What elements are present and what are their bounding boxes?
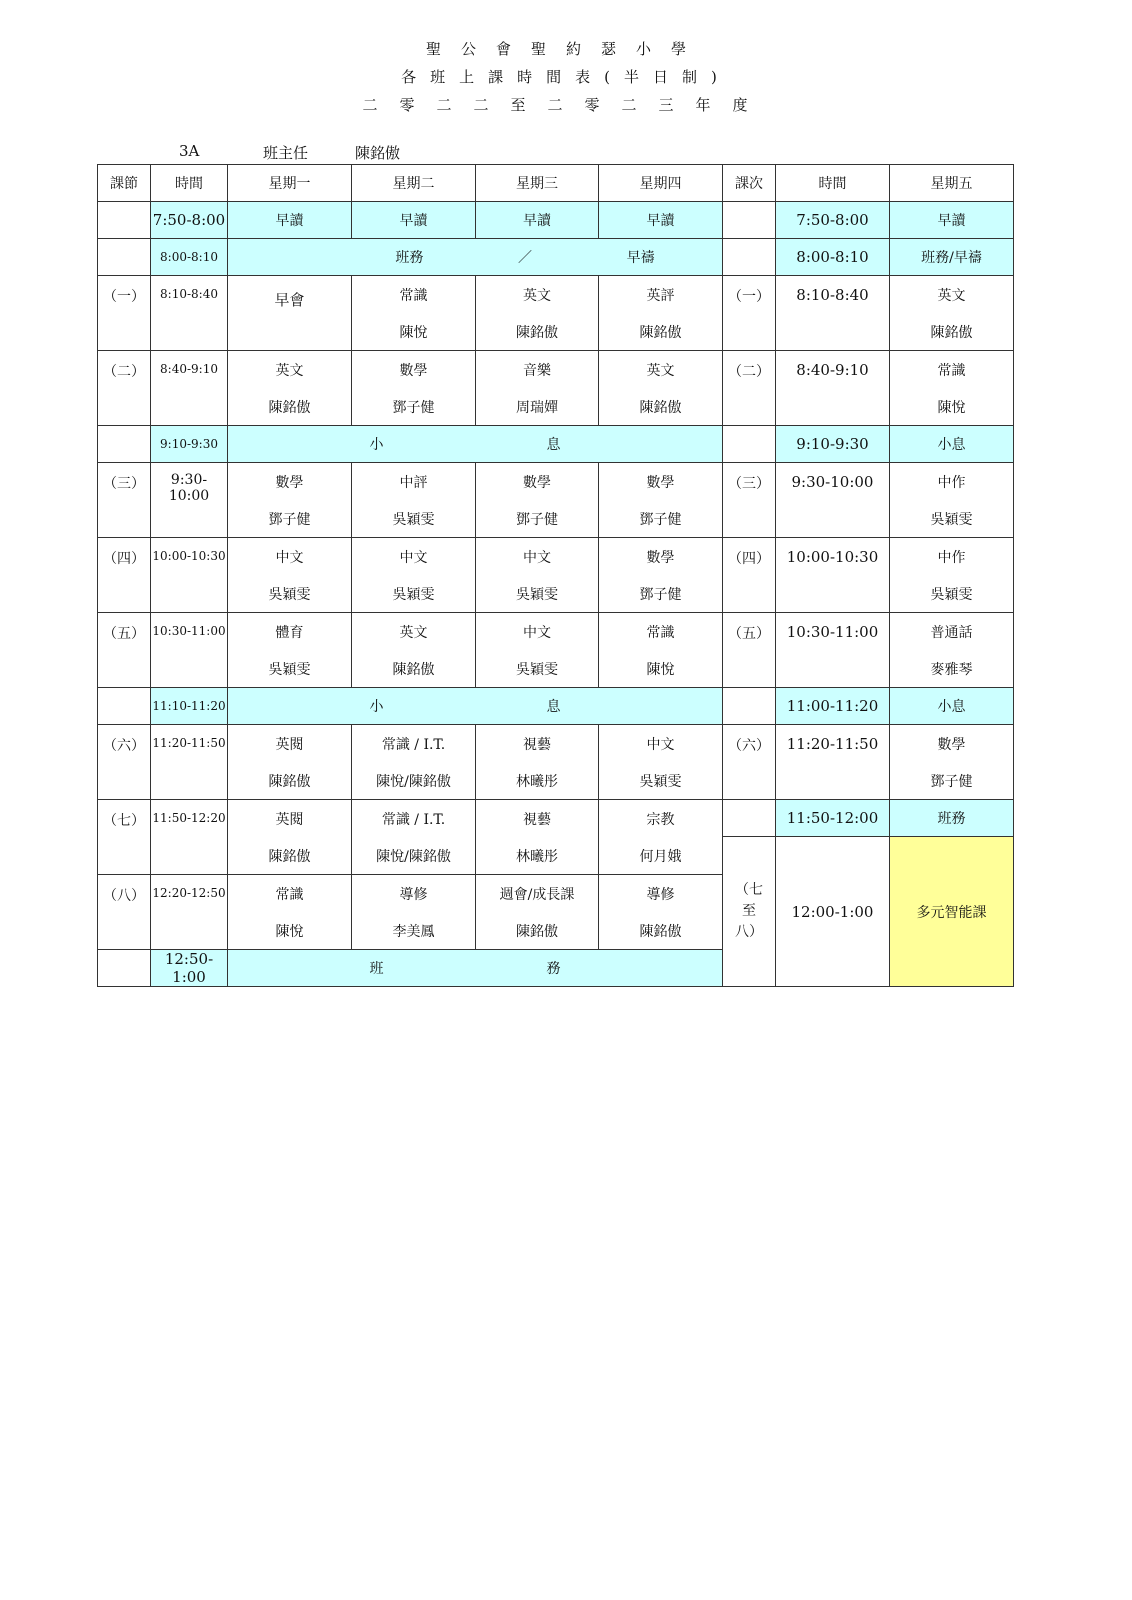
fri-cell (890, 538, 1014, 613)
period-cell (98, 202, 151, 239)
period-range-start: （七 (735, 882, 763, 898)
teacher: 陳悅/陳銘傲 (376, 773, 451, 790)
thu-cell (599, 613, 723, 688)
time-cell: 9:30-10:00 (151, 463, 228, 538)
subject: 中文 (275, 549, 304, 566)
subject: 數學 (937, 736, 966, 753)
thu-cell (599, 351, 723, 426)
teacher: 陳悅/陳銘傲 (376, 848, 451, 865)
mon-cell (228, 276, 352, 351)
subject: 視藝 (523, 811, 551, 828)
teacher: 吳穎雯 (268, 586, 311, 603)
recess-span-cell (228, 688, 723, 725)
subject: 中評 (399, 474, 428, 491)
teacher: 麥雅琴 (930, 661, 973, 678)
time-cell: 12:50-1:00 (151, 950, 228, 987)
time-cell: 12:20-12:50 (151, 875, 228, 950)
span-text: 息 (546, 699, 561, 715)
assembly-span-cell (228, 239, 723, 276)
col-tue: 星期二 (352, 165, 476, 202)
subject: 數學 (646, 549, 675, 566)
timetable-title: 各班上課時間表(半日制) (401, 68, 731, 86)
tue-cell (352, 725, 476, 800)
wed-cell: 早讀 (476, 202, 599, 239)
tue-cell (352, 538, 476, 613)
teacher: 陳銘傲 (268, 399, 311, 416)
wed-cell (476, 538, 599, 613)
subject: 音樂 (523, 362, 551, 379)
wed-cell (476, 276, 599, 351)
timetable (97, 164, 1014, 987)
col-thu: 星期四 (599, 165, 723, 202)
teacher: 何月娥 (639, 848, 682, 865)
fri-time-cell: 11:50-12:00 (776, 800, 890, 837)
subject: 中作 (937, 549, 966, 566)
table-row (98, 725, 1014, 800)
col-period2: 課次 (723, 165, 776, 202)
subject: 週會/成長課 (499, 886, 575, 903)
tue-cell (352, 613, 476, 688)
span-text: ／ (517, 250, 532, 266)
subject: 普通話 (930, 624, 973, 641)
recess-span-cell (228, 426, 723, 463)
time-cell: 7:50-8:00 (151, 202, 228, 239)
period-range-mid: 至 (742, 903, 756, 919)
subject: 常識 (275, 886, 304, 903)
period-cell (98, 688, 151, 725)
table-row (98, 202, 1014, 239)
period-num: （二） (98, 351, 151, 426)
mon-cell (228, 800, 352, 875)
period-cell (98, 239, 151, 276)
subject: 常識 / I.T. (381, 811, 446, 828)
fri-cell: 班務/早禱 (890, 239, 1014, 276)
teacher: 陳銘傲 (392, 661, 435, 678)
thu-cell (599, 875, 723, 950)
period2-cell (723, 202, 776, 239)
subject: 早會 (274, 291, 305, 310)
period-num: （四） (98, 538, 151, 613)
teacher: 鄧子健 (268, 511, 311, 528)
span-text: 小 (369, 699, 384, 715)
table-row (98, 800, 1014, 837)
thu-cell (599, 276, 723, 351)
period2-num: （三） (723, 463, 776, 538)
span-text: 早禱 (626, 250, 655, 266)
time-cell: 11:10-11:20 (151, 688, 228, 725)
wed-cell (476, 725, 599, 800)
teacher: 陳銘傲 (516, 923, 558, 940)
teacher: 陳銘傲 (268, 773, 311, 790)
subject: 數學 (646, 474, 675, 491)
subject: 英評 (646, 287, 675, 304)
teacher: 鄧子健 (930, 773, 973, 790)
period-cell (98, 950, 151, 987)
subject: 中文 (523, 549, 551, 566)
fri-time-cell: 11:00-11:20 (776, 688, 890, 725)
subject: 中文 (646, 736, 675, 753)
teacher: 吳穎雯 (930, 586, 973, 603)
teacher: 陳銘傲 (639, 923, 682, 940)
subject: 常識 (937, 362, 966, 379)
subject: 中文 (523, 624, 551, 641)
fri-cell: 班務 (890, 800, 1014, 837)
subject: 常識 (399, 287, 428, 304)
class-teacher-label: 班主任 (263, 144, 309, 162)
col-mon: 星期一 (228, 165, 352, 202)
thu-cell (599, 463, 723, 538)
thu-cell (599, 800, 723, 875)
time-cell: 11:50-12:20 (151, 800, 228, 875)
time-cell: 8:00-8:10 (151, 239, 228, 276)
fri-multiple-intelligence-cell: 多元智能課 (890, 837, 1014, 987)
table-row (98, 463, 1014, 538)
fri-cell (890, 613, 1014, 688)
teacher: 陳銘傲 (930, 324, 973, 341)
mon-cell: 早讀 (228, 202, 352, 239)
time-cell: 8:10-8:40 (151, 276, 228, 351)
tue-cell (352, 875, 476, 950)
teacher: 陳悅 (399, 324, 428, 341)
thu-cell: 早讀 (599, 202, 723, 239)
period2-num: （一） (723, 276, 776, 351)
fri-cell (890, 725, 1014, 800)
col-time: 時間 (151, 165, 228, 202)
tue-cell (352, 276, 476, 351)
teacher: 陳悅 (646, 661, 675, 678)
subject: 導修 (646, 886, 675, 903)
header-row (98, 165, 1014, 202)
time-cell: 11:20-11:50 (151, 725, 228, 800)
teacher: 鄧子健 (516, 511, 558, 528)
school-name: 聖公會聖約瑟小學 (425, 40, 706, 58)
teacher: 吳穎雯 (268, 661, 311, 678)
period-num: （三） (98, 463, 151, 538)
period-num: （六） (98, 725, 151, 800)
fri-time-cell: 8:40-9:10 (776, 351, 890, 426)
fri-cell (890, 463, 1014, 538)
teacher: 陳銘傲 (268, 848, 311, 865)
col-fri: 星期五 (890, 165, 1014, 202)
mon-cell (228, 463, 352, 538)
period2-num: （二） (723, 351, 776, 426)
span-text: 班 (369, 961, 384, 977)
wed-cell (476, 613, 599, 688)
wed-cell (476, 875, 599, 950)
mon-cell (228, 725, 352, 800)
subject: 體育 (275, 624, 304, 641)
subject: 導修 (399, 886, 428, 903)
teacher: 吳穎雯 (930, 511, 973, 528)
wed-cell (476, 800, 599, 875)
time-cell: 9:10-9:30 (151, 426, 228, 463)
teacher: 吳穎雯 (639, 773, 682, 790)
fri-time-cell: 9:30-10:00 (776, 463, 890, 538)
tue-cell (352, 463, 476, 538)
subject: 常識 (646, 624, 675, 641)
period2-num: （六） (723, 725, 776, 800)
subject: 常識 / I.T. (381, 736, 446, 753)
subject: 英文 (275, 362, 304, 379)
teacher: 吳穎雯 (516, 661, 558, 678)
mon-cell (228, 351, 352, 426)
teacher: 陳悅 (937, 399, 966, 416)
teacher: 陳悅 (275, 923, 304, 940)
period-cell (98, 426, 151, 463)
teacher: 林曦彤 (516, 773, 558, 790)
period2-cell (723, 426, 776, 463)
teacher: 陳銘傲 (639, 324, 682, 341)
table-row (98, 239, 1014, 276)
table-row (98, 351, 1014, 426)
fri-time-cell: 8:10-8:40 (776, 276, 890, 351)
fri-cell: 早讀 (890, 202, 1014, 239)
mon-cell (228, 538, 352, 613)
period2-num: （四） (723, 538, 776, 613)
period2-num (723, 837, 776, 987)
mon-cell (228, 875, 352, 950)
subject: 中作 (937, 474, 966, 491)
period2-cell (723, 239, 776, 276)
subject: 英閱 (275, 736, 304, 753)
col-period: 課節 (98, 165, 151, 202)
table-row (98, 613, 1014, 688)
table-row (98, 426, 1014, 463)
subject: 數學 (275, 474, 304, 491)
mon-cell (228, 613, 352, 688)
fri-cell (890, 351, 1014, 426)
fri-time-cell: 7:50-8:00 (776, 202, 890, 239)
tue-cell (352, 351, 476, 426)
col-wed: 星期三 (476, 165, 599, 202)
span-text: 息 (546, 437, 561, 453)
span-text: 小 (369, 437, 384, 453)
fri-time-cell: 11:20-11:50 (776, 725, 890, 800)
teacher: 陳銘傲 (516, 324, 558, 341)
teacher: 陳銘傲 (639, 399, 682, 416)
class-affairs-span-cell (228, 950, 723, 987)
period-num: （七） (98, 800, 151, 875)
subject: 數學 (399, 362, 428, 379)
class-code: 3A (179, 142, 200, 160)
fri-cell: 小息 (890, 688, 1014, 725)
fri-cell (890, 276, 1014, 351)
subject: 視藝 (523, 736, 551, 753)
subject: 中文 (399, 549, 428, 566)
time-cell: 10:30-11:00 (151, 613, 228, 688)
fri-cell: 小息 (890, 426, 1014, 463)
subject: 英閱 (275, 811, 304, 828)
period-num: （八） (98, 875, 151, 950)
subject: 英文 (937, 287, 966, 304)
teacher: 林曦彤 (516, 848, 558, 865)
teacher: 吳穎雯 (516, 586, 558, 603)
period2-cell (723, 688, 776, 725)
subject: 英文 (399, 624, 428, 641)
time-cell: 10:00-10:30 (151, 538, 228, 613)
subject: 數學 (523, 474, 551, 491)
period2-num: （五） (723, 613, 776, 688)
fri-time-cell: 8:00-8:10 (776, 239, 890, 276)
subject: 宗教 (646, 811, 675, 828)
teacher: 李美鳳 (392, 923, 435, 940)
school-year: 二零二二至二零二三年度 (362, 96, 770, 114)
teacher: 鄧子健 (639, 511, 682, 528)
fri-time-cell: 10:00-10:30 (776, 538, 890, 613)
fri-time-cell: 10:30-11:00 (776, 613, 890, 688)
fri-time-cell: 12:00-1:00 (776, 837, 890, 987)
time-cell: 8:40-9:10 (151, 351, 228, 426)
col-time2: 時間 (776, 165, 890, 202)
wed-cell (476, 463, 599, 538)
subject: 英文 (523, 287, 551, 304)
teacher: 吳穎雯 (392, 586, 435, 603)
teacher: 周瑞嬋 (516, 399, 558, 416)
teacher: 鄧子健 (639, 586, 682, 603)
period-range-end: 八） (735, 924, 763, 940)
thu-cell (599, 538, 723, 613)
period-num: （一） (98, 276, 151, 351)
period-num: （五） (98, 613, 151, 688)
span-text: 務 (546, 961, 561, 977)
teacher: 鄧子健 (392, 399, 435, 416)
class-teacher-name: 陳銘傲 (355, 144, 401, 162)
table-row (98, 538, 1014, 613)
subject: 英文 (646, 362, 675, 379)
tue-cell (352, 800, 476, 875)
wed-cell (476, 351, 599, 426)
thu-cell (599, 725, 723, 800)
table-row (98, 688, 1014, 725)
fri-time-cell: 9:10-9:30 (776, 426, 890, 463)
teacher: 吳穎雯 (392, 511, 435, 528)
span-text: 班務 (395, 250, 424, 266)
period2-cell (723, 800, 776, 837)
table-row (98, 276, 1014, 351)
tue-cell: 早讀 (352, 202, 476, 239)
